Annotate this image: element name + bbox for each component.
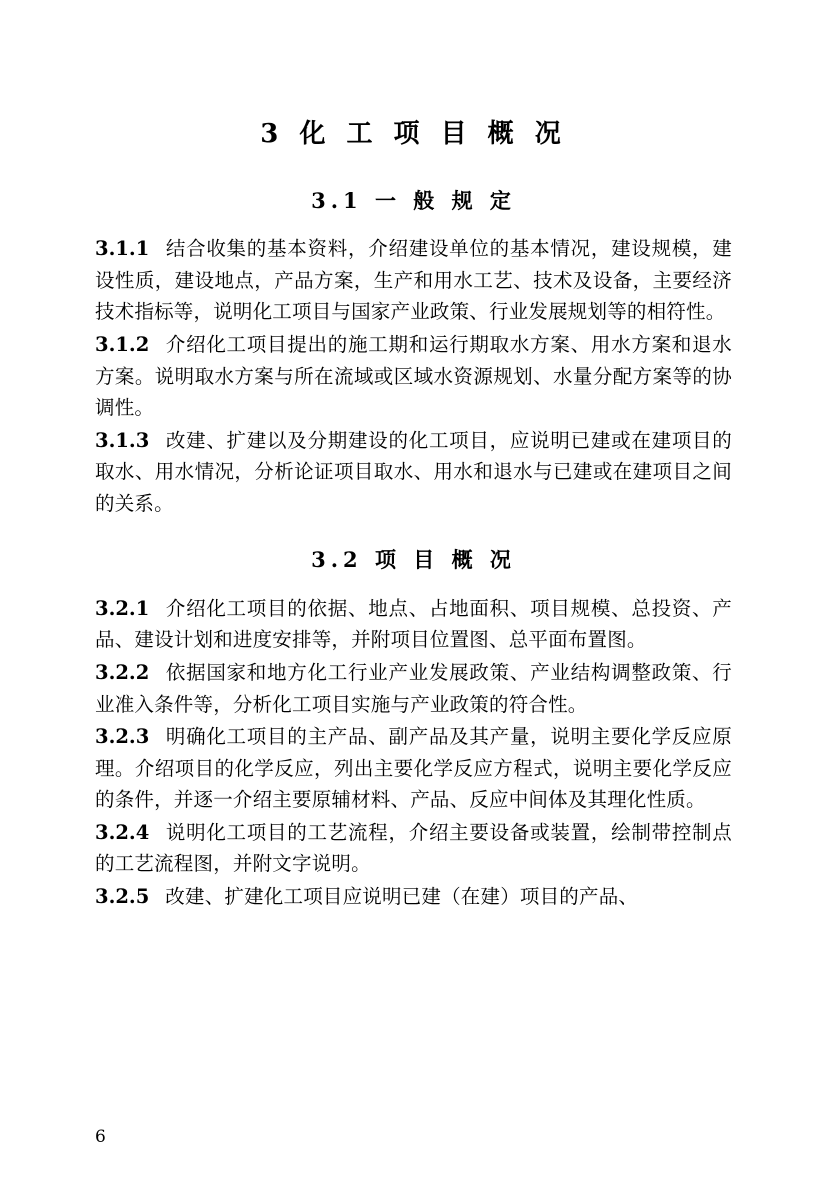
paragraph-text: 改建、扩建化工项目应说明已建（在建）项目的产品、 xyxy=(165,884,639,908)
section-title-3-1: 3.1 一 般 规 定 xyxy=(311,187,516,213)
paragraph-3-2-1 xyxy=(95,593,732,656)
section-title-3-2: 3.2 项 目 概 况 xyxy=(311,547,516,573)
paragraph-number: 3.1.1 xyxy=(95,237,150,261)
chapter-title: 3 化 工 项 目 概 况 xyxy=(260,119,567,149)
paragraph-3-1-2 xyxy=(95,329,732,424)
paragraph-number: 3.1.2 xyxy=(95,332,150,356)
paragraph-3-1-3 xyxy=(95,425,732,520)
paragraph-text: 介绍化工项目的依据、地点、占地面积、项目规模、总投资、产品、建设计划和进度安排等，并附项目位置图、总平面布置图。 xyxy=(95,596,732,652)
paragraph-3-2-5 xyxy=(95,881,732,913)
paragraph-text: 说明化工项目的工艺流程，介绍主要设备或装置，绘制带控制点的工艺流程图，并附文字说明。 xyxy=(95,820,732,876)
page-number: 6 xyxy=(95,1127,106,1147)
paragraph-number: 3.2.2 xyxy=(95,660,150,684)
paragraph-text: 改建、扩建以及分期建设的化工项目，应说明已建或在建项目的取水、用水情况，分析论证项目取水、用水和退水与已建或在建项目之间的关系。 xyxy=(95,428,732,515)
paragraph-text: 介绍化工项目提出的施工期和运行期取水方案、用水方案和退水方案。说明取水方案与所在流域或区域水资源规划、水量分配方案等的协调性。 xyxy=(95,332,732,420)
paragraph-3-2-3 xyxy=(95,721,732,816)
paragraph-number: 3.2.4 xyxy=(95,820,150,844)
paragraph-number: 3.2.1 xyxy=(95,596,150,620)
paragraph-text: 结合收集的基本资料，介绍建设单位的基本情况，建设规模，建设性质，建设地点，产品方案，生产和用水工艺、技术及设备，主要经济技术指标等，说明化工项目与国家产业政策、行业发展规划等的相符性。 xyxy=(95,237,732,324)
paragraph-3-2-2 xyxy=(95,657,732,720)
paragraph-text: 明确化工项目的主产品、副产品及其产量，说明主要化学反应原理。介绍项目的化学反应，列出主要化学反应方程式，说明主要化学反应的条件，并逐一介绍主要原辅材料、产品、反应中间体及其理化性质。 xyxy=(95,725,732,812)
paragraph-number: 3.2.3 xyxy=(95,725,150,749)
paragraph-number: 3.2.5 xyxy=(95,884,150,908)
paragraph-3-2-4 xyxy=(95,817,732,880)
paragraph-text: 依据国家和地方化工行业产业发展政策、产业结构调整政策、行业准入条件等，分析化工项目实施与产业政策的符合性。 xyxy=(95,660,732,716)
paragraph-3-1-1 xyxy=(95,233,732,328)
paragraph-number: 3.1.3 xyxy=(95,428,150,452)
